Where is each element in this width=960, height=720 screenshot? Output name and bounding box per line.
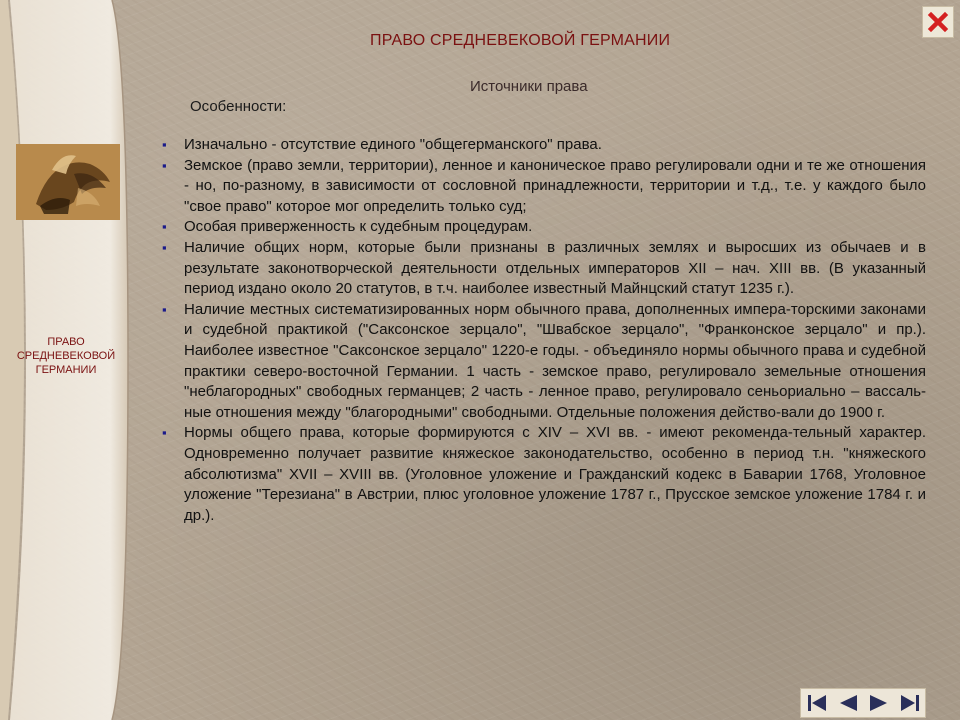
list-item: [160, 217, 926, 238]
list-item-text: Земское (право земли, территории), ленное и каноническое право регулировали одни и те же отношения - но, по-разному, в зависимости от сословной принадлежности, территории и т.д., т.е. у каждого было "свое право" которое мог определить только суд;: [184, 156, 926, 215]
slide-navigation: [800, 688, 926, 718]
page-title: ПРАВО СРЕДНЕВЕКОВОЙ ГЕРМАНИИ: [370, 32, 671, 49]
close-button[interactable]: [922, 6, 954, 38]
last-slide-icon: [899, 693, 921, 713]
prev-slide-icon: [837, 693, 859, 713]
section-heading: Особенности:: [190, 98, 287, 115]
left-sidebar: [0, 0, 130, 720]
list-item: [160, 238, 926, 300]
close-icon: [927, 11, 949, 33]
first-slide-icon: [806, 693, 828, 713]
features-list: [160, 135, 926, 526]
sculpture-image: [16, 144, 120, 220]
list-item-text: Наличие общих норм, которые были признаны в различных землях и выросших из обычаев и в результате законотворческой деятельности отдельных императоров XII – нач. XIII вв. (В указанный период издано около 20 статутов, в т.ч. наиболее известный Майнцский статут 1235 г.).: [184, 238, 926, 298]
sidebar-section-label[interactable]: ПРАВО СРЕДНЕВЕКОВОЙ ГЕРМАНИИ: [16, 336, 116, 376]
prev-slide-button[interactable]: [834, 691, 862, 715]
bullet-icon: ▪: [162, 137, 167, 152]
bullet-icon: ▪: [162, 425, 167, 441]
page-subtitle: Источники права: [470, 78, 588, 95]
list-item-text: Особая приверженность к судебным процедурам.: [184, 218, 533, 236]
list-item: [160, 156, 926, 218]
list-item-text: Нормы общего права, которые формируются с XIV – XVI вв. - имеют рекоменда-тельный характер. Одновременно получает развитие княжеское законодательство, особенно в период т.н. "княжеского абсолютизма" XVII – XVIII вв. (Уголовное уложение и Гражданский кодекс в Баварии 1768, Уголовное уложение "Терезиана" в Австрии, плюс уголовное уложение 1787 г., Прусское земское уложение 1784 г. и др.).: [184, 424, 926, 524]
list-item-text: Изначально - отсутствие единого "общегерманского" права.: [184, 136, 602, 153]
list-item: [160, 300, 926, 424]
bullet-icon: ▪: [162, 157, 167, 173]
last-slide-button[interactable]: [896, 691, 924, 715]
next-slide-button[interactable]: [865, 691, 893, 715]
list-item: [160, 135, 926, 156]
first-slide-button[interactable]: [803, 691, 831, 715]
bullet-icon: ▪: [162, 301, 167, 317]
sculpture-thumbnail-icon: [16, 144, 120, 220]
next-slide-icon: [868, 693, 890, 713]
list-item: [160, 423, 926, 526]
bullet-icon: ▪: [162, 239, 167, 255]
bullet-icon: ▪: [162, 219, 167, 235]
list-item-text: Наличие местных систематизированных норм обычного права, дополненных импера-торскими законами и судебной практикой ("Саксонское зерцало", "Швабское зерцало", "Франконское зерцало" и пр.). Наиболее известное "Саксонское зерцало" 1220-е годы. - объединяло нормы обычного права и судебной практики северо-восточной Германии. 1 часть - земское право, регулировало земельные отношения "неблагородных" свободных германцев; 2 часть - ленное право, регулировало сеньориально – вассаль-ные отношения между "благородными" свободными. Отдельные положения действо-вали до 1900 г.: [184, 300, 926, 421]
